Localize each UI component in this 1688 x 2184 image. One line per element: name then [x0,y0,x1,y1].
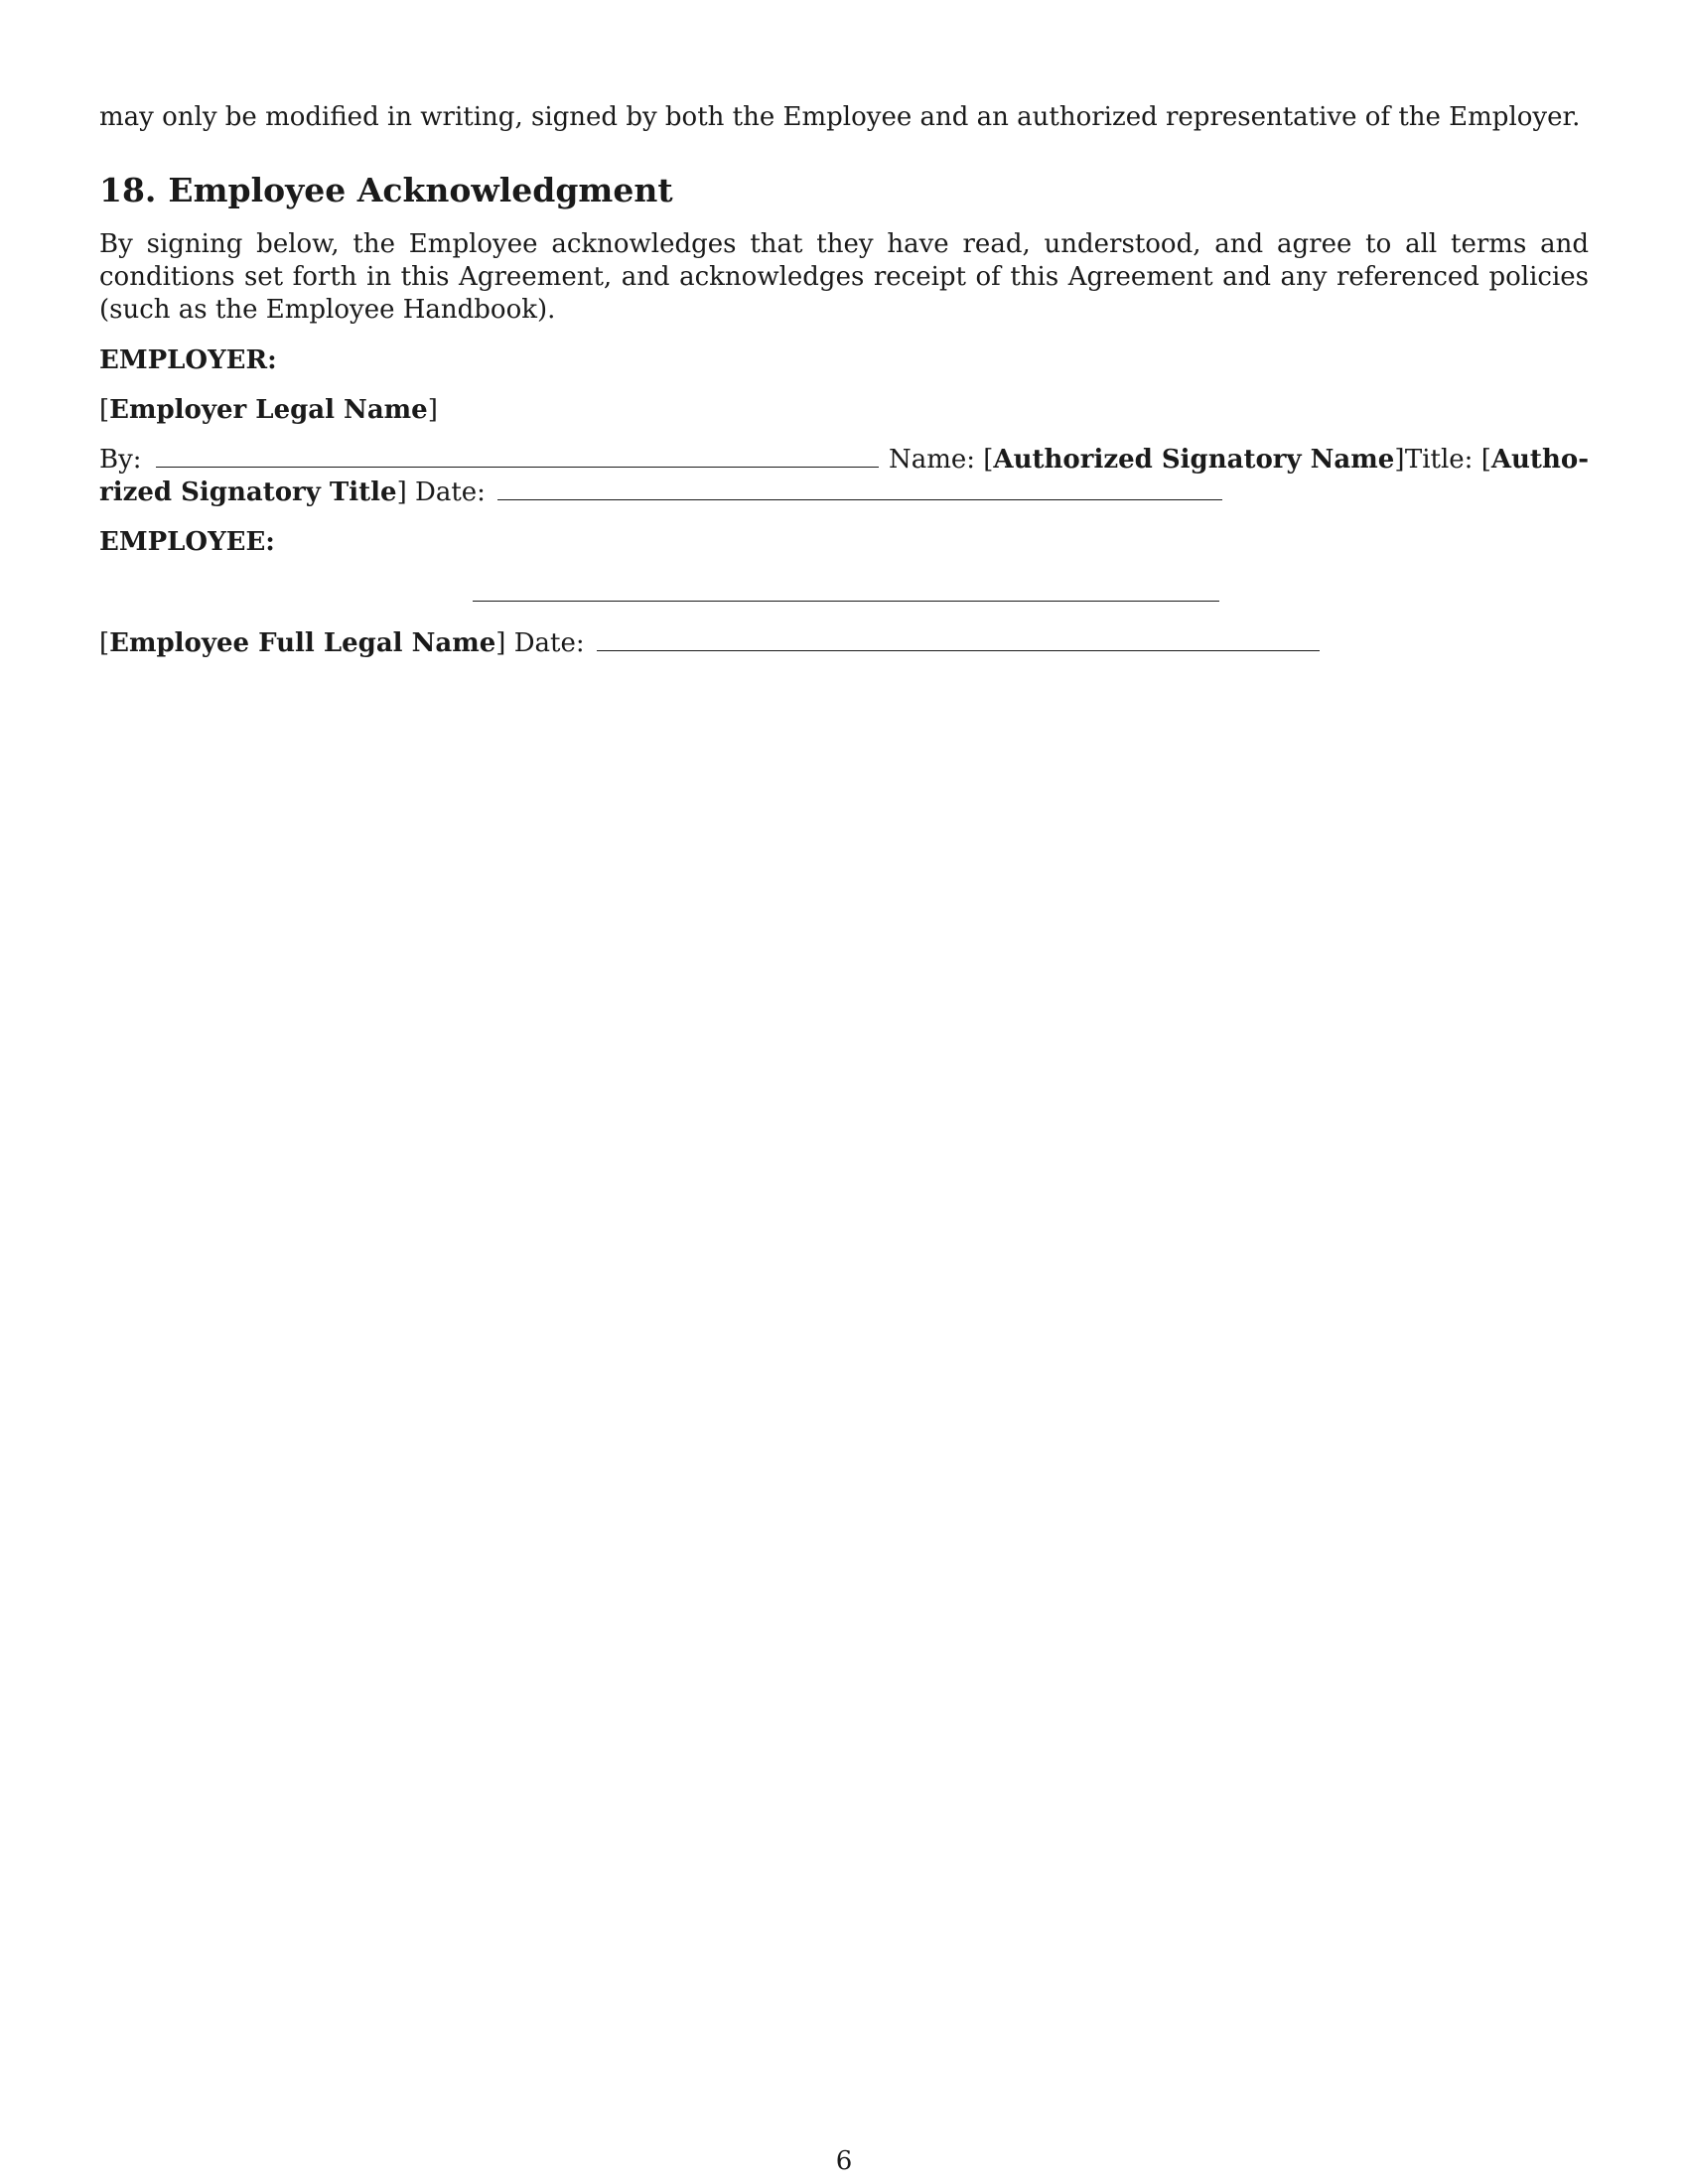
continuation-paragraph: may only be modified in writing, signed by both the Employee and an authorized representative of the Employer. [99,102,1581,132]
title-label: Title: [1404,445,1474,475]
employer-signature-line-1 [99,444,1589,477]
title-field: Title: [Autho- [1404,445,1589,475]
by-label: By: [99,445,142,475]
employee-date-blank[interactable] [597,649,1320,651]
signatory-name-placeholder: Authorized Signatory Name [993,445,1395,475]
section-number: 18. [99,171,157,209]
employee-name-row: [Employee Full Legal Name] Date: [99,627,1320,660]
page-number: 6 [835,2146,853,2176]
employer-label: EMPLOYER: [99,345,277,375]
signatory-title-placeholder-part1: Autho- [1490,445,1589,475]
employer-signature-block [99,444,1589,509]
employer-signature-line-2: rized Signatory Title] Date: [99,477,1589,509]
employee-signature-blank[interactable] [473,601,1219,602]
name-field: Name: [Authorized Signatory Name] [888,445,1405,475]
section-heading [99,171,673,210]
by-field [99,444,889,477]
employer-legal-name: [Employer Legal Name] [99,395,438,425]
section-title: Employee Acknowledgment [168,171,673,209]
by-signature-blank[interactable] [156,466,879,468]
employer-date-blank[interactable] [497,498,1222,500]
acknowledgment-paragraph: By signing below, the Employee acknowledges that they have read, understood, and agree to all terms and conditions set forth in this Agreement, and acknowledges receipt of this Agreement and any referenced policies (such as the Employee Handbook). [99,229,1589,325]
employee-full-legal-name-placeholder: Employee Full Legal Name [109,628,496,658]
employer-date-label: Date: [414,478,486,507]
name-label: Name: [888,445,975,475]
employee-label: EMPLOYEE: [99,527,275,557]
employer-legal-name-placeholder: Employer Legal Name [109,395,428,425]
employee-date-label: Date: [513,628,585,658]
signatory-title-placeholder-part2: rized Signatory Title [99,478,397,507]
